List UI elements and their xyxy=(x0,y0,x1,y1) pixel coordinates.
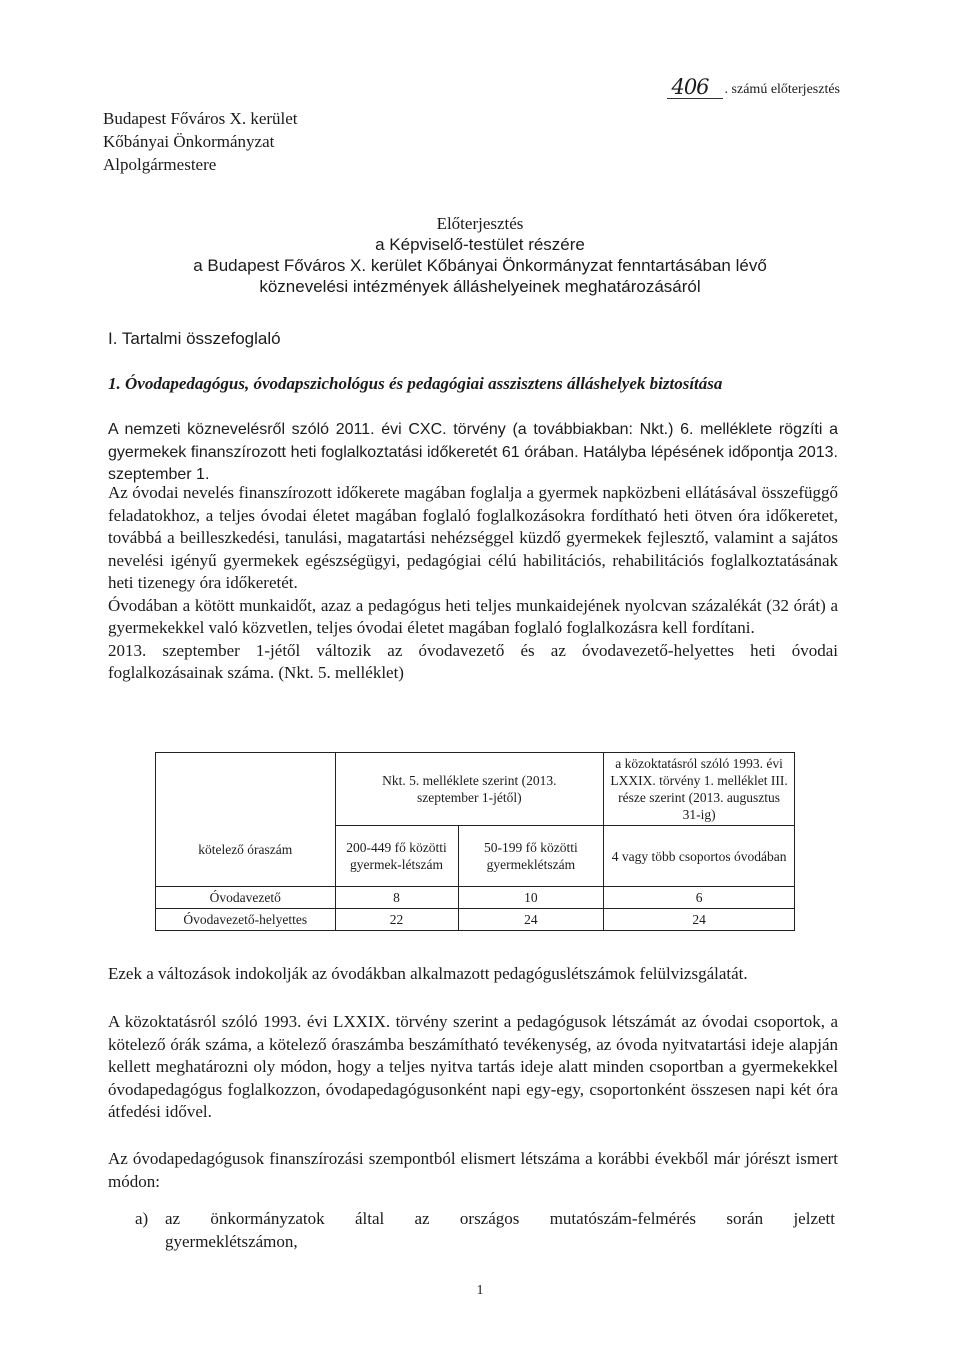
title-line: a Képviselő-testület részére xyxy=(375,235,585,254)
table-header-cell: 200-449 fő közötti gyermek-létszám xyxy=(335,826,458,887)
list-item-text: gyermeklétszámon, xyxy=(165,1231,298,1251)
table-cell: 22 xyxy=(335,909,458,931)
list-item-text: az önkormányzatok által az országos mutatószám-felmérés során jelzett xyxy=(165,1209,835,1228)
table-cell: 10 xyxy=(458,887,604,909)
table-cell: 6 xyxy=(604,887,795,909)
table-cell: Óvodavezető xyxy=(156,887,336,909)
table-header-cell: Nkt. 5. melléklete szerint (2013. szeptember 1-jétől) xyxy=(335,753,604,826)
paragraph-text: Ezek a változások indokolják az óvodákban alkalmazott pedagóguslétszámok felülvizsgálatát. xyxy=(108,964,748,983)
list-marker: a) xyxy=(135,1209,149,1228)
paragraph-text: Az óvodapedagógusok finanszírozási szempontból elismert létszáma a korábbi évekből már jórészt ismert módon: xyxy=(108,1149,838,1191)
list-item xyxy=(135,1208,838,1231)
paragraph-text: 2013. szeptember 1-jétől változik az óvodavezető és az óvodavezető-helyettes heti óvodai foglalkozásainak száma. (Nkt. 5. melléklet) xyxy=(108,640,838,682)
paragraph xyxy=(108,1011,838,1124)
paragraph-text: Óvodában a kötött munkaidőt, azaz a pedagógus heti teljes munkaidejének nyolcvan százalékát (32 órát) a gyermekekkel való közvetlen, teljes óvodai életet magában foglaló foglalkozásra kell fordítani. xyxy=(108,595,838,637)
table-cell: 24 xyxy=(604,909,795,931)
table-header-cell: kötelező óraszám xyxy=(156,753,336,887)
table-row xyxy=(156,909,795,931)
title-line: köznevelési intézmények álláshelyeinek meghatározásáról xyxy=(259,277,701,296)
paragraph xyxy=(108,1148,838,1193)
handwritten-number: 406 xyxy=(667,76,722,99)
paragraph-text: A közoktatásról szóló 1993. évi LXXIX. törvény szerint a pedagógusok létszámát az óvodai csoportok, a kötelező órák száma, a kötelező óraszámba beszámítható tevékenység, az óvoda nyitvatartási ideje alapján kellett meghatározni oly módon, hogy a teljes nyitva tartás ideje alatt minden csoportban a gyermekekkel óvodapedagógus foglalkozzon, óvodapedagógusonként napi egy-egy, csoportonként összesen napi két óra átfedési idővel. xyxy=(108,1012,838,1121)
issuer-block xyxy=(103,107,298,176)
table-row xyxy=(156,887,795,909)
issuer-line: Kőbányai Önkormányzat xyxy=(103,132,275,151)
document-number-label: . számú előterjesztés xyxy=(724,82,840,97)
table-row xyxy=(156,753,795,826)
table-header-cell: 4 vagy több csoportos óvodában xyxy=(604,826,795,887)
document-number xyxy=(667,76,840,99)
table-cell: 8 xyxy=(335,887,458,909)
paragraph-text: Az óvodai nevelés finanszírozott időkerete magában foglalja a gyermek napközbeni ellátásával összefüggő feladatokhoz, a teljes óvodai életet magában foglaló foglalkozásokra fordítható heti ötven óra időkeretet, továbbá a beilleszkedési, tanulási, magatartási nehézséggel küzdő gyermekek fejlesztő, valamint a sajátos nevelési igényű gyermekek egészségügyi, pedagógiai célú habilitációs, rehabilitációs foglalkoztatásának heti tizenegy óra időkeretét. xyxy=(108,483,838,592)
paragraph xyxy=(108,419,838,487)
paragraph xyxy=(108,963,838,986)
title-block xyxy=(100,213,860,297)
paragraph-group xyxy=(108,482,838,685)
table-cell: 24 xyxy=(458,909,604,931)
page-number: 1 xyxy=(476,1283,484,1298)
issuer-line: Budapest Főváros X. kerület xyxy=(103,109,298,128)
title-line: a Budapest Főváros X. kerület Kőbányai Önkormányzat fenntartásában lévő xyxy=(193,256,767,275)
hours-table xyxy=(155,752,795,931)
table-header-cell: 50-199 fő közötti gyermeklétszám xyxy=(458,826,604,887)
document-title: Előterjesztés xyxy=(436,214,524,233)
issuer-line: Alpolgármestere xyxy=(103,155,217,174)
table-header-cell: a közoktatásról szóló 1993. évi LXXIX. törvény 1. melléklet III. része szerint (2013. augusztus 31-ig) xyxy=(604,753,795,826)
list xyxy=(135,1208,838,1253)
subsection-heading: 1. Óvodapedagógus, óvodapszichológus és pedagógiai asszisztens álláshelyek biztosítása xyxy=(108,374,723,393)
table-cell: Óvodavezető-helyettes xyxy=(156,909,336,931)
paragraph-text: A nemzeti köznevelésről szóló 2011. évi CXC. törvény (a továbbiakban: Nkt.) 6. melléklete rögzíti a gyermekek finanszírozott heti foglalkoztatási időkeretét 61 órában. Hatályba lépésének időpontja 2013. szeptember 1. xyxy=(108,421,838,483)
section-heading: I. Tartalmi összefoglaló xyxy=(108,329,281,348)
